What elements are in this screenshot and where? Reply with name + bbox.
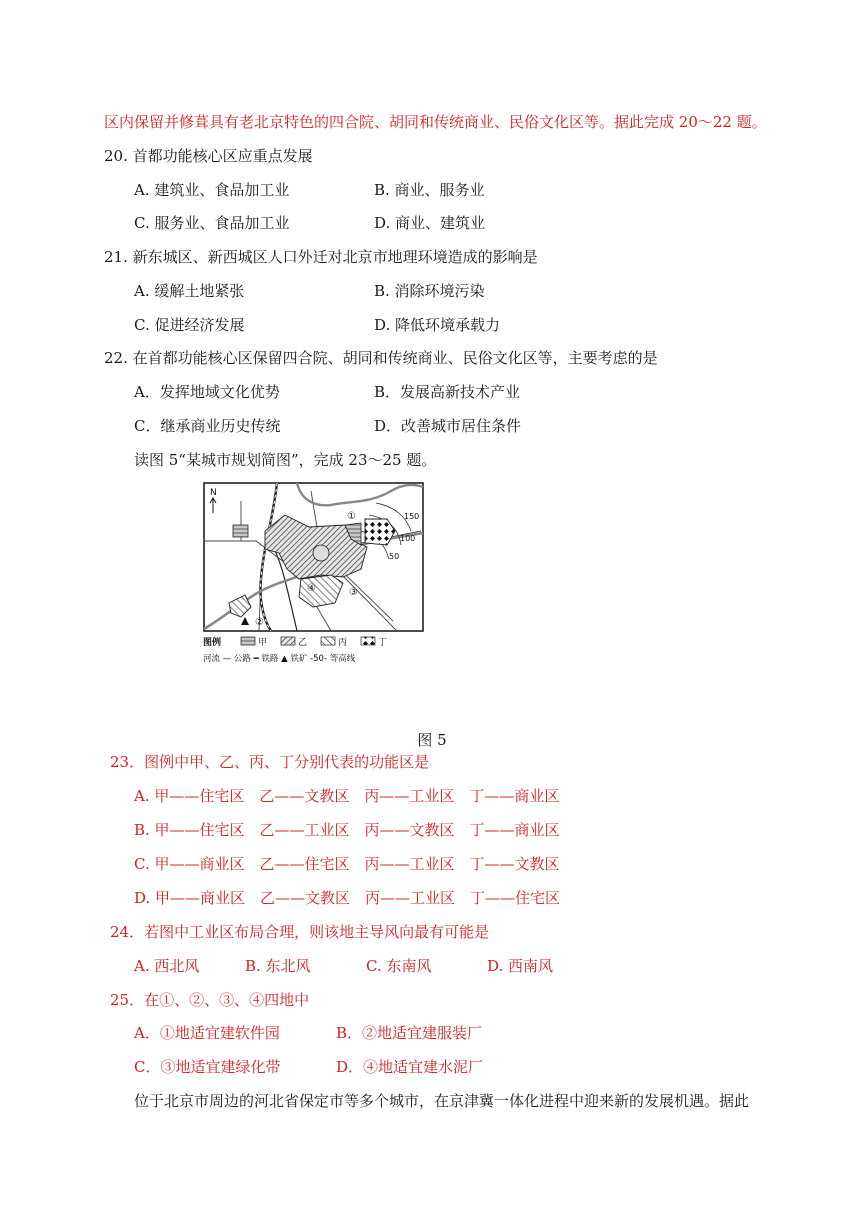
site-4-label: ④ xyxy=(307,583,316,594)
question-20-option-a: A. 建筑业、食品加工业 xyxy=(134,181,290,199)
question-25-option-c: C．③地适宜建绿化带 xyxy=(134,1058,281,1076)
site-1-label: ① xyxy=(347,511,356,522)
contour-label-100: 100 xyxy=(400,534,416,543)
question-23-option-d: D. 甲——商业区 乙——文教区 丙——工业区 丁——住宅区 xyxy=(134,889,561,907)
question-21-option-d: D. 降低环境承载力 xyxy=(374,316,501,334)
question-23-option-c: C. 甲——商业区 乙——住宅区 丙——工业区 丁——文教区 xyxy=(134,855,560,873)
site-2-label: ② xyxy=(255,617,264,628)
question-22-option-d: D．改善城市居住条件 xyxy=(374,417,522,435)
question-22-option-a: A．发挥地域文化优势 xyxy=(134,383,280,401)
question-22-stem: 22. 在首都功能核心区保留四合院、胡同和传统商业、民俗文化区等，主要考虑的是 xyxy=(104,349,658,367)
question-20-option-b: B. 商业、服务业 xyxy=(374,181,485,199)
question-25-option-a: A．①地适宜建软件园 xyxy=(134,1024,280,1042)
question-21-option-b: B. 消除环境污染 xyxy=(374,282,485,300)
closing-paragraph: 位于北京市周边的河北省保定市等多个城市，在京津冀一体化进程中迎来新的发展机遇。据此 xyxy=(134,1092,750,1110)
legend-swatch-yi xyxy=(281,637,295,645)
question-23-option-b: B. 甲——住宅区 乙——工业区 丙——文教区 丁——商业区 xyxy=(134,821,560,839)
legend-swatch-jia xyxy=(241,637,255,645)
city-center xyxy=(313,545,329,561)
legend-label-jia: 甲 xyxy=(258,638,268,648)
question-25-option-d: D．④地适宜建水泥厂 xyxy=(336,1058,484,1076)
legend-label-ding: 丁 xyxy=(378,638,388,648)
contour-label-150: 150 xyxy=(404,512,420,521)
question-24-option-d: D. 西南风 xyxy=(487,957,554,975)
question-24-option-c: C. 东南风 xyxy=(366,957,432,975)
question-24-stem: 24．若图中工业区布局合理，则该地主导风向最有可能是 xyxy=(110,923,490,941)
legend-swatch-ding xyxy=(361,637,375,645)
site-3-label: ③ xyxy=(349,587,358,598)
question-24-option-b: B. 东北风 xyxy=(245,957,311,975)
question-20-option-c: C. 服务业、食品加工业 xyxy=(134,214,290,232)
question-23-stem: 23．图例中甲、乙、丙、丁分别代表的功能区是 xyxy=(110,753,430,771)
legend-title: 图例 xyxy=(203,638,222,648)
question-21-option-c: C. 促进经济发展 xyxy=(134,316,245,334)
north-label: N xyxy=(210,488,217,498)
read-figure-instruction: 读图 5“某城市规划简图”，完成 23～25 题。 xyxy=(134,451,437,469)
legend-lines-text: 河流 — 公路 ━ 铁路 ▲ 铁矿 -50- 等高线 xyxy=(203,654,356,664)
question-20-option-d: D. 商业、建筑业 xyxy=(374,214,486,232)
question-21-stem: 21. 新东城区、新西城区人口外迁对北京市地理环境造成的影响是 xyxy=(104,248,538,266)
legend-label-bing: 丙 xyxy=(338,638,348,648)
question-24-option-a: A. 西北风 xyxy=(134,957,200,975)
legend-label-yi: 乙 xyxy=(298,638,308,648)
question-20-stem: 20. 首都功能核心区应重点发展 xyxy=(104,147,313,165)
question-25-stem: 25．在①、②、③、④四地中 xyxy=(110,991,310,1009)
question-23-option-a: A. 甲——住宅区 乙——文教区 丙——工业区 丁——商业区 xyxy=(134,787,560,805)
question-21-option-a: A. 缓解土地紧张 xyxy=(134,282,245,300)
figure-caption: 图 5 xyxy=(417,731,447,749)
question-25-option-b: B．②地适宜建服装厂 xyxy=(336,1024,483,1042)
zone-jia xyxy=(233,525,248,537)
question-22-option-b: B．发展高新技术产业 xyxy=(374,383,521,401)
map-legend xyxy=(203,636,387,664)
intro-line: 区内保留并修葺具有老北京特色的四合院、胡同和传统商业、民俗文化区等。据此完成 20～22 题。 xyxy=(104,113,767,131)
legend-swatch-bing xyxy=(321,637,335,645)
contour-label-50: 50 xyxy=(389,552,400,561)
question-22-option-c: C．继承商业历史传统 xyxy=(134,417,281,435)
city-planning-map xyxy=(201,479,429,667)
